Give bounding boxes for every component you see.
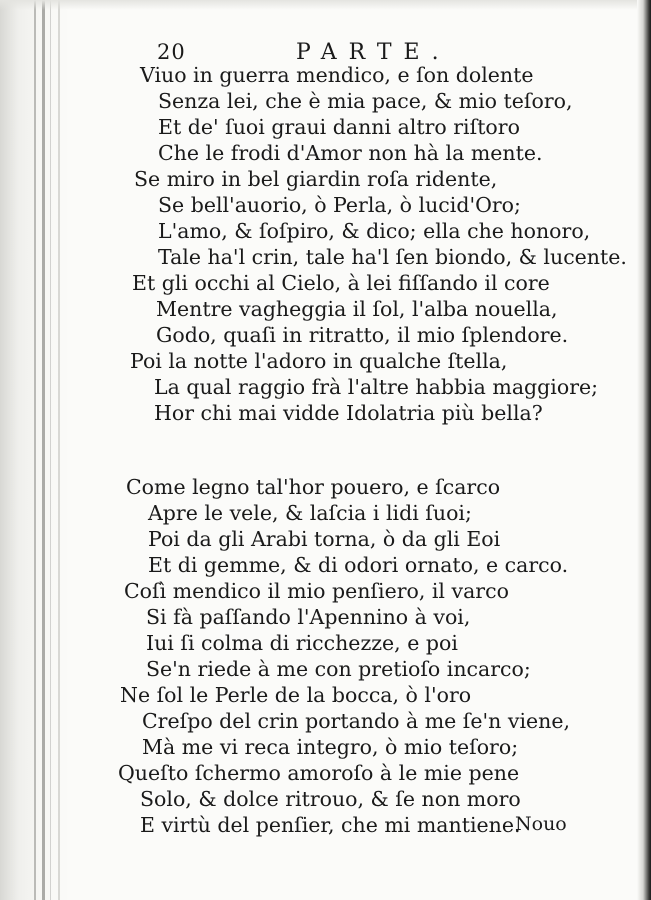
verse-line: Poi da gli Arabi torna, ò da gli Eoi (148, 527, 501, 551)
verse-line: Tale ha'l crin, tale ha'l ſen biondo, & lucente. (158, 245, 627, 269)
gutter-shadow-line (50, 0, 51, 900)
verse-line: Et gli occhi al Cielo, à lei fiſſando il core (132, 271, 550, 295)
verse-line: Godo, quaſi in ritratto, il mio ſplendore. (156, 323, 569, 347)
verse-line: Se'n riede à me con pretioſo incarco; (146, 657, 531, 681)
gutter-shadow-line (34, 0, 36, 900)
verse-line: Senza lei, che è mia pace, & mio teſoro, (158, 89, 573, 113)
verse-line: Queſto ſchermo amoroſo à le mie pene (118, 761, 520, 785)
verse-line: L'amo, & ſoſpiro, & dico; ella che honoro, (158, 219, 591, 243)
verse-line: Che le frodi d'Amor non hà la mente. (158, 141, 543, 165)
verse-line: Iui ſi colma di ricchezze, e poi (146, 631, 458, 655)
verse-line: Mà me vi reca integro, ò mio teſoro; (142, 735, 519, 759)
page-edge (637, 0, 651, 900)
verse-line: Se bell'auorio, ò Perla, ò lucid'Oro; (158, 193, 521, 217)
verse-line: Hor chi mai vidde Idolatria più bella? (154, 401, 543, 425)
top-shadow (0, 0, 651, 10)
verse-line: Poi la notte l'adoro in qualche ſtella, (130, 349, 508, 373)
verse-line: Se miro in bel giardin roſa ridente, (134, 167, 498, 191)
running-head: PARTE. (296, 40, 451, 65)
verse-line: E virtù del penſier, che mi mantiene. (140, 813, 521, 837)
gutter-shadow-line (42, 0, 45, 900)
verse-line: Apre le vele, & laſcia i lidi ſuoi; (148, 501, 472, 525)
verse-line: Creſpo del crin portando à me ſe'n viene, (142, 709, 570, 733)
gutter-shadow-line (58, 0, 60, 900)
verse-line: Mentre vagheggia il ſol, l'alba nouella, (156, 297, 558, 321)
verse-line: Solo, & dolce ritrouo, & ſe non moro (140, 787, 521, 811)
catchword: Nouo (515, 813, 567, 835)
verse-line: Come legno tal'hor pouero, e ſcarco (126, 475, 501, 499)
binding-gutter (0, 0, 70, 900)
verse-line: Et di gemme, & di odori ornato, e carco. (148, 553, 569, 577)
verse-line: Si fà paſſando l'Apennino à voi, (146, 605, 471, 629)
verse-line: Coſì mendico il mio penſiero, il varco (124, 579, 509, 603)
verse-line: La qual raggio frà l'altre habbia maggiore; (154, 375, 599, 399)
page-number: 20 (157, 40, 186, 64)
verse-line: Et de' ſuoi graui danni altro riſtoro (158, 115, 520, 139)
verse-line: Ne ſol le Perle de la bocca, ò l'oro (120, 683, 472, 707)
verse-line: Viuo in guerra mendico, e ſon dolente (140, 63, 534, 87)
